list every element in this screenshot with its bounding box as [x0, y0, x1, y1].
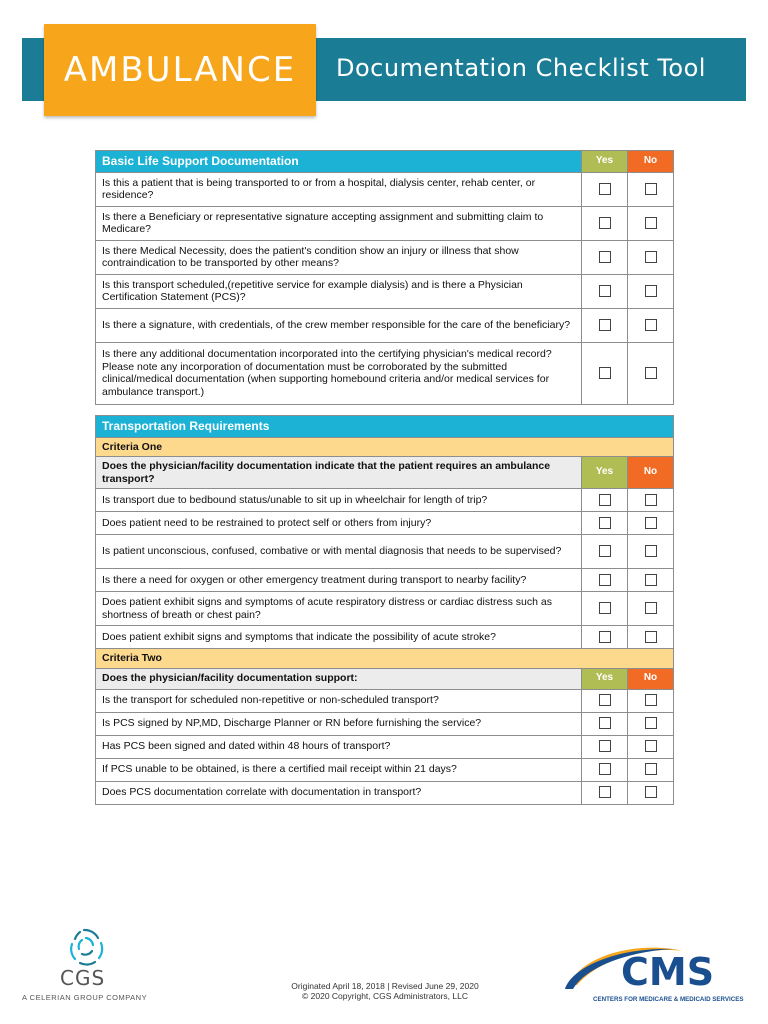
- question-text: Is PCS signed by NP,MD, Discharge Planner or RN before furnishing the service?: [96, 712, 582, 735]
- table-row: [96, 512, 674, 535]
- question-text: Is there a Beneficiary or representative signature accepting assignment and submitting claim to Medicare?: [96, 206, 582, 240]
- yes-header: Yes: [582, 151, 628, 173]
- no-header: No: [628, 457, 674, 489]
- table-row: [96, 781, 674, 804]
- footer-text: [270, 981, 500, 1001]
- table-row: [96, 712, 674, 735]
- criteria-one-label: Criteria One: [96, 437, 674, 457]
- yes-checkbox[interactable]: [599, 183, 611, 195]
- cms-tagline: CENTERS FOR MEDICARE & MEDICAID SERVICES: [593, 996, 744, 1003]
- no-checkbox[interactable]: [645, 545, 657, 557]
- yes-checkbox[interactable]: [599, 545, 611, 557]
- cgs-name: CGS: [60, 966, 106, 990]
- question-text: Has PCS been signed and dated within 48 hours of transport?: [96, 735, 582, 758]
- no-checkbox[interactable]: [645, 740, 657, 752]
- no-checkbox[interactable]: [645, 763, 657, 775]
- yes-checkbox[interactable]: [599, 763, 611, 775]
- table-row: [96, 689, 674, 712]
- yes-header: Yes: [582, 668, 628, 689]
- cgs-logo-icon: [22, 924, 152, 1004]
- question-text: Is there a signature, with credentials, of the crew member responsible for the care of the beneficiary?: [96, 308, 582, 342]
- table-row: [96, 274, 674, 308]
- yes-checkbox[interactable]: [599, 319, 611, 331]
- question-text: Does PCS documentation correlate with documentation in transport?: [96, 781, 582, 804]
- question-text: Is there Medical Necessity, does the patient's condition show an injury or illness that show contraindication to be transported by other means?: [96, 240, 582, 274]
- no-checkbox[interactable]: [645, 217, 657, 229]
- yes-checkbox[interactable]: [599, 517, 611, 529]
- criteria-two-row: [96, 649, 674, 669]
- table-row: [96, 592, 674, 626]
- table-row: [96, 626, 674, 649]
- yes-checkbox[interactable]: [599, 251, 611, 263]
- no-checkbox[interactable]: [645, 494, 657, 506]
- no-checkbox[interactable]: [645, 183, 657, 195]
- no-checkbox[interactable]: [645, 717, 657, 729]
- criteria-two-question: Does the physician/facility documentation support:: [96, 668, 582, 689]
- no-checkbox[interactable]: [645, 285, 657, 297]
- cms-name: CMS: [621, 950, 715, 994]
- yes-checkbox[interactable]: [599, 740, 611, 752]
- yes-checkbox[interactable]: [599, 717, 611, 729]
- yes-checkbox[interactable]: [599, 786, 611, 798]
- question-text: Is there any additional documentation incorporated into the certifying physician's medical record? Please note any incorporation of documentation must be corroborated by the submitted clinical/medical documentation (when supporting homebound criteria and/or medical services for ambulance transport.): [96, 342, 582, 404]
- question-text: Is patient unconscious, confused, combative or with mental diagnosis that needs to be supervised?: [96, 535, 582, 569]
- question-text: Does patient need to be restrained to protect self or others from injury?: [96, 512, 582, 535]
- no-checkbox[interactable]: [645, 319, 657, 331]
- table-row: [96, 535, 674, 569]
- no-checkbox[interactable]: [645, 786, 657, 798]
- yes-header: Yes: [582, 457, 628, 489]
- no-checkbox[interactable]: [645, 694, 657, 706]
- table-row: [96, 735, 674, 758]
- yes-checkbox[interactable]: [599, 367, 611, 379]
- no-checkbox[interactable]: [645, 631, 657, 643]
- no-checkbox[interactable]: [645, 517, 657, 529]
- yes-checkbox[interactable]: [599, 631, 611, 643]
- table-row: [96, 758, 674, 781]
- question-text: Does patient exhibit signs and symptoms that indicate the possibility of acute stroke?: [96, 626, 582, 649]
- no-checkbox[interactable]: [645, 367, 657, 379]
- yes-checkbox[interactable]: [599, 217, 611, 229]
- yes-checkbox[interactable]: [599, 574, 611, 586]
- no-checkbox[interactable]: [645, 251, 657, 263]
- cgs-tagline: A CELERIAN GROUP COMPANY: [22, 993, 148, 1002]
- criteria-two-question-row: [96, 668, 674, 689]
- yes-checkbox[interactable]: [599, 602, 611, 614]
- ambulance-badge: [44, 24, 316, 116]
- question-text: Is there a need for oxygen or other emergency treatment during transport to nearby facility?: [96, 569, 582, 592]
- bls-header-row: [96, 151, 674, 173]
- transport-table: [95, 415, 674, 805]
- question-text: Is this a patient that is being transported to or from a hospital, dialysis center, rehab center, or residence?: [96, 172, 582, 206]
- table-row: [96, 172, 674, 206]
- bls-table: [95, 150, 674, 405]
- page-title: Documentation Checklist Tool: [336, 54, 706, 82]
- question-text: Is this transport scheduled,(repetitive service for example dialysis) and is there a Physician Certification Statement (PCS)?: [96, 274, 582, 308]
- bls-title: Basic Life Support Documentation: [96, 151, 582, 173]
- transport-header-row: [96, 416, 674, 438]
- criteria-one-question-row: [96, 457, 674, 489]
- footer-copyright: © 2020 Copyright, CGS Administrators, LLC: [302, 991, 468, 1001]
- badge-text: AMBULANCE: [63, 50, 297, 90]
- table-row: [96, 489, 674, 512]
- question-text: Is transport due to bedbound status/unable to sit up in wheelchair for length of trip?: [96, 489, 582, 512]
- cms-logo-icon: [563, 943, 748, 1005]
- table-row: [96, 569, 674, 592]
- table-row: [96, 308, 674, 342]
- no-checkbox[interactable]: [645, 574, 657, 586]
- criteria-two-label: Criteria Two: [96, 649, 674, 669]
- no-checkbox[interactable]: [645, 602, 657, 614]
- yes-checkbox[interactable]: [599, 285, 611, 297]
- transport-title: Transportation Requirements: [96, 416, 674, 438]
- question-text: Does patient exhibit signs and symptoms of acute respiratory distress or cardiac distress such as shortness of breath or chest pain?: [96, 592, 582, 626]
- table-row: [96, 206, 674, 240]
- yes-checkbox[interactable]: [599, 494, 611, 506]
- criteria-one-question: Does the physician/facility documentation indicate that the patient requires an ambulance transport?: [96, 457, 582, 489]
- question-text: If PCS unable to be obtained, is there a certified mail receipt within 21 days?: [96, 758, 582, 781]
- table-row: [96, 342, 674, 404]
- yes-checkbox[interactable]: [599, 694, 611, 706]
- footer-dates: Originated April 18, 2018 | Revised June 29, 2020: [291, 981, 479, 991]
- no-header: No: [628, 151, 674, 173]
- no-header: No: [628, 668, 674, 689]
- table-row: [96, 240, 674, 274]
- criteria-one-row: [96, 437, 674, 457]
- question-text: Is the transport for scheduled non-repetitive or non-scheduled transport?: [96, 689, 582, 712]
